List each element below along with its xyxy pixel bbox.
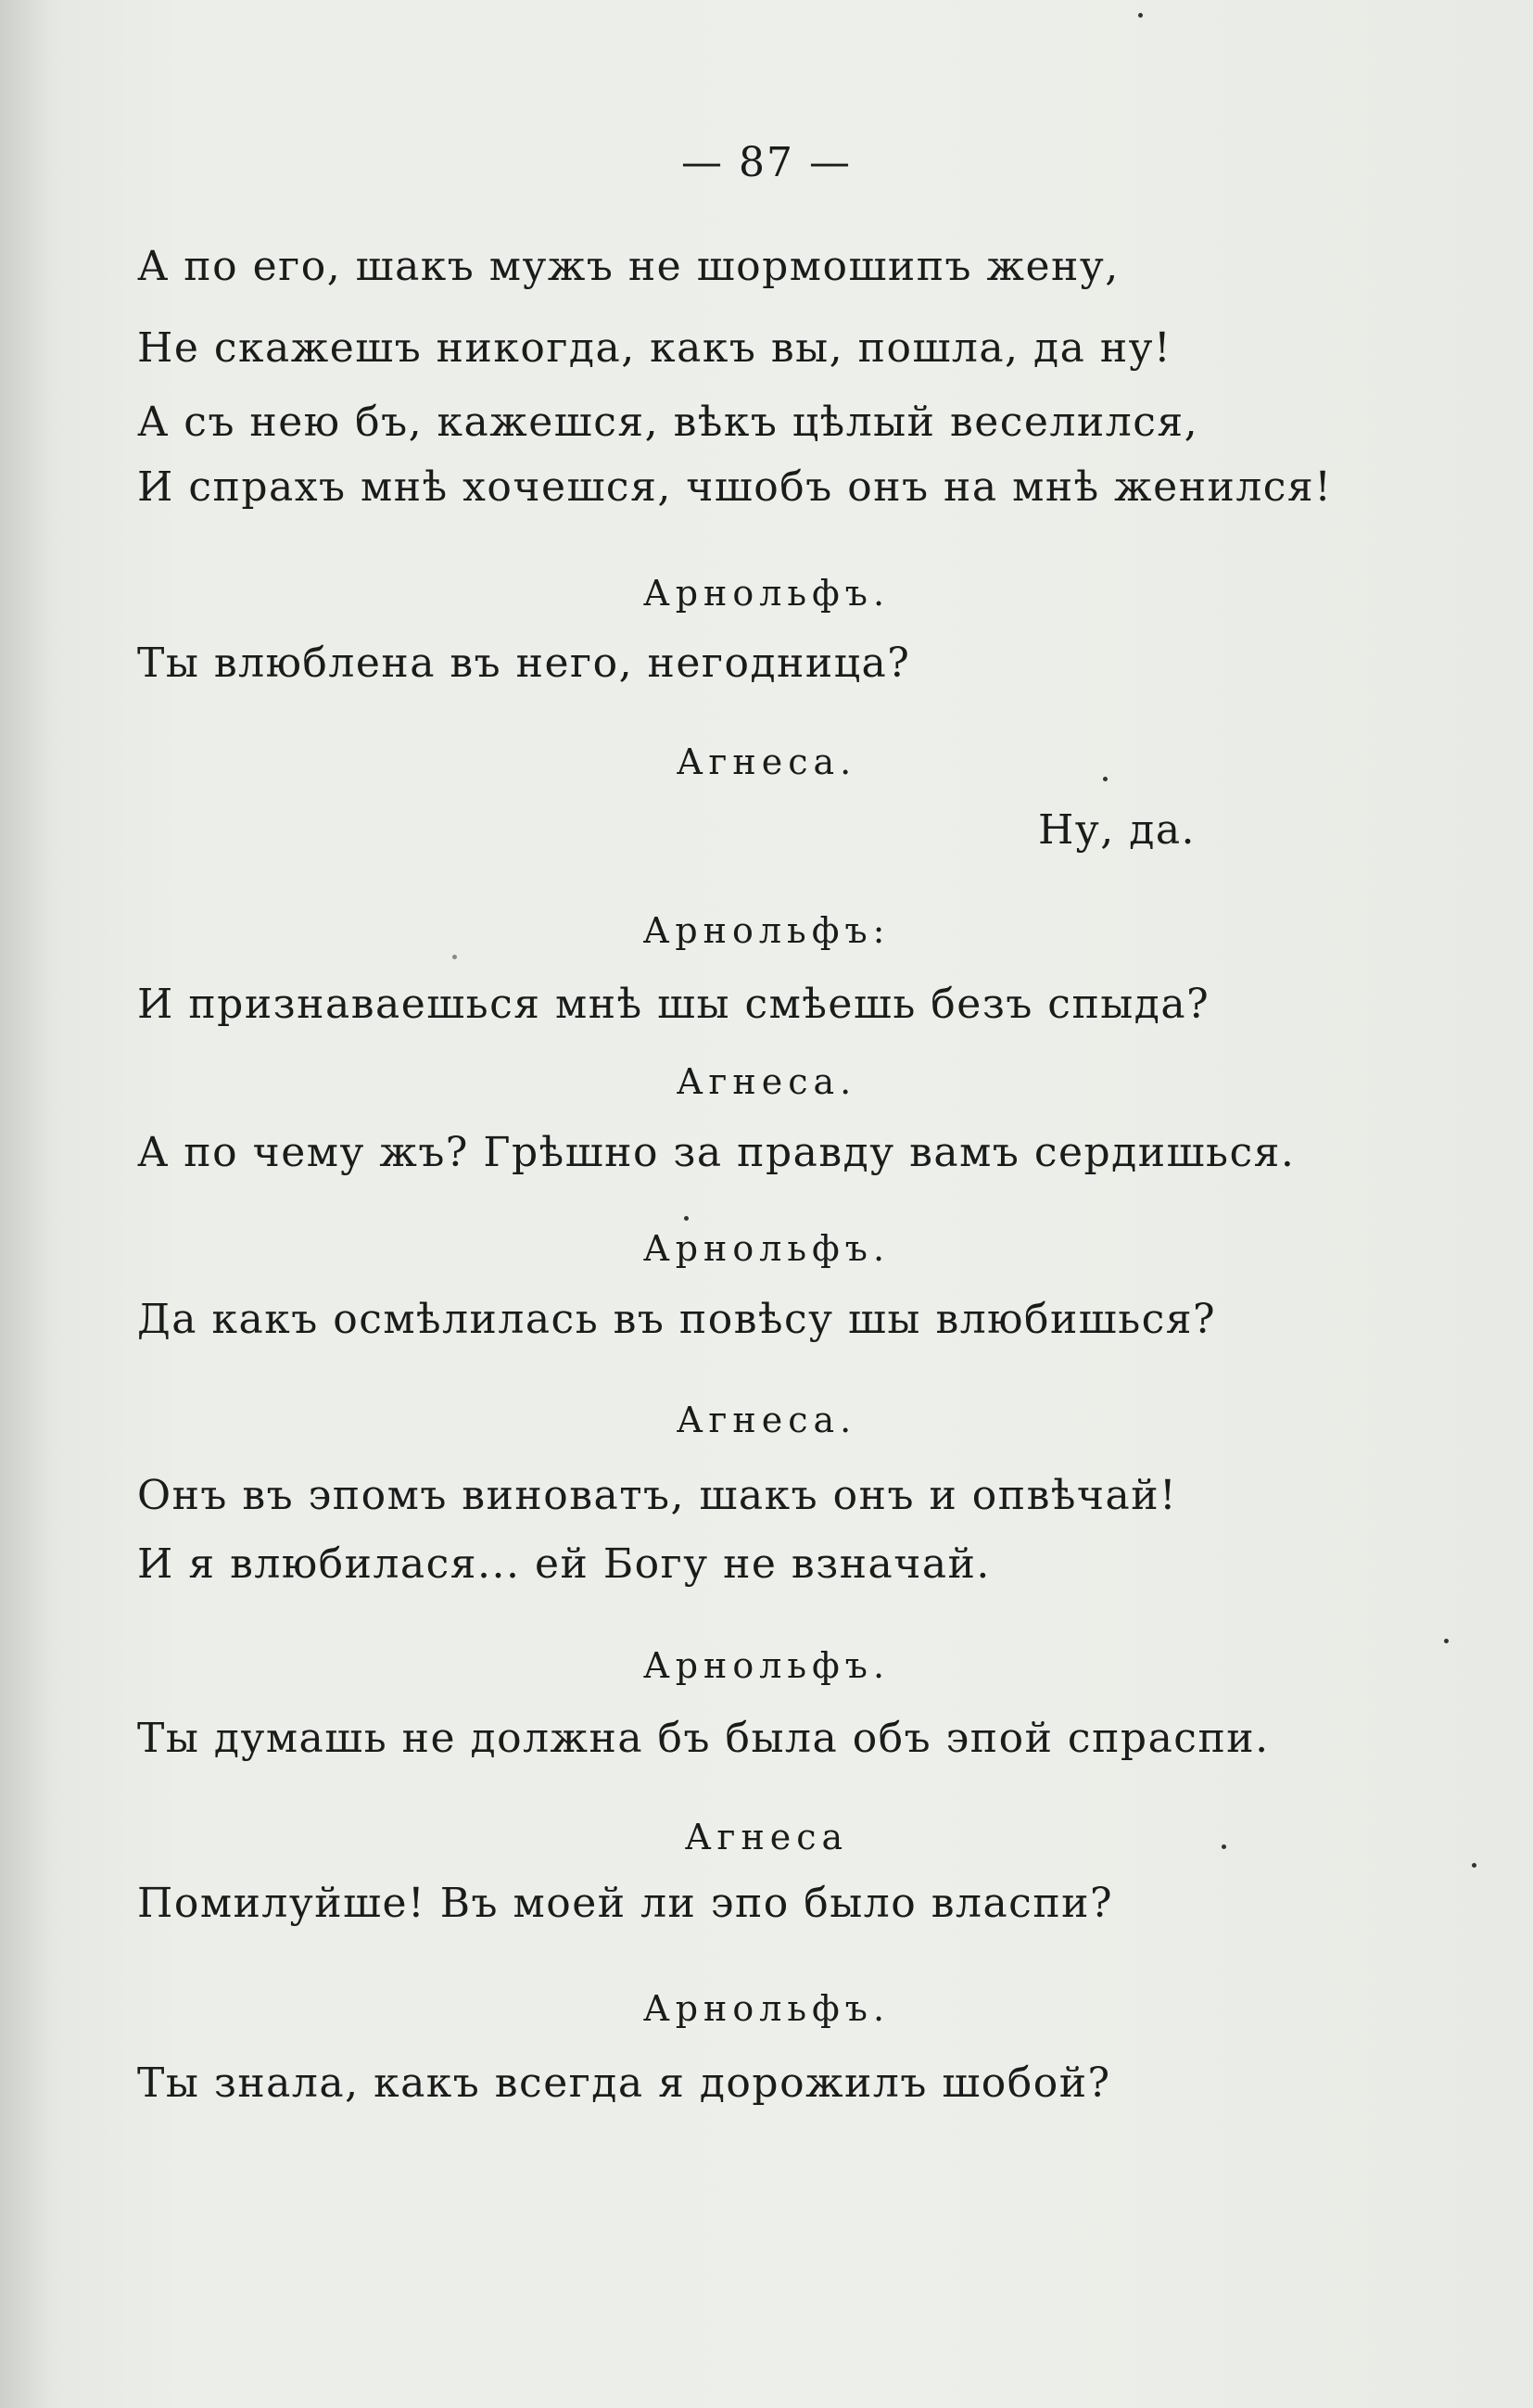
verse-line-10: Онъ въ эпомъ виноватъ, шакъ онъ и опвѣчай! <box>137 1472 1178 1519</box>
print-speck <box>1472 1863 1476 1868</box>
print-speck <box>684 1216 689 1221</box>
speaker-heading-agnesa-2: Агнеса. <box>676 1061 857 1102</box>
verse-line-7: И признаваешься мнѣ шы смѣешь безъ спыда? <box>137 981 1210 1028</box>
print-speck <box>1444 1639 1449 1643</box>
print-speck <box>1222 1844 1226 1849</box>
verse-line-4: И спрахъ мнѣ хочешся, чшобъ онъ на мнѣ женился! <box>137 463 1333 511</box>
verse-line-6: Ну, да. <box>1038 806 1197 854</box>
speaker-heading-arnolf-1: Арнольфъ. <box>642 573 891 614</box>
speaker-heading-agnesa-1: Агнеса. <box>676 741 857 782</box>
page-number: — 87 — <box>681 139 852 186</box>
speaker-heading-arnolf-4: Арнольфъ. <box>642 1645 891 1686</box>
verse-line-5: Ты влюблена въ него, негодница? <box>137 640 911 687</box>
speaker-heading-agnesa-3: Агнеса. <box>676 1400 857 1440</box>
print-speck <box>452 955 457 959</box>
verse-line-2: Не скажешъ никогда, какъ вы, пошла, да ну! <box>137 324 1172 372</box>
verse-line-14: Ты знала, какъ всегда я дорожилъ шобой? <box>137 2059 1111 2107</box>
verse-line-9: Да какъ осмѣлилась въ повѣсу шы влюбишься? <box>137 1296 1217 1343</box>
print-speck <box>1138 13 1143 18</box>
speaker-heading-arnolf-5: Арнольфъ. <box>642 1988 891 2029</box>
spine-shadow <box>0 0 56 2408</box>
speaker-heading-agnesa-4: Агнеса <box>684 1817 849 1857</box>
speaker-heading-arnolf-2: Арнольфъ: <box>642 910 891 951</box>
verse-line-3: А съ нею бъ, кажешся, вѣкъ цѣлый веселился, <box>137 399 1199 446</box>
speaker-heading-arnolf-3: Арнольфъ. <box>642 1228 891 1269</box>
verse-line-11: И я влюбилася... ей Богу не взначай. <box>137 1540 991 1588</box>
verse-line-1: А по его, шакъ мужъ не шормошипъ жену, <box>137 243 1120 290</box>
print-speck <box>1103 777 1108 781</box>
verse-line-12: Ты думашь не должна бъ была объ эпой спраспи. <box>137 1715 1270 1762</box>
verse-line-13: Помилуйше! Въ моей ли эпо было власпи? <box>137 1880 1114 1927</box>
verse-line-8: А по чему жъ? Грѣшно за правду вамъ сердишься. <box>137 1129 1296 1176</box>
